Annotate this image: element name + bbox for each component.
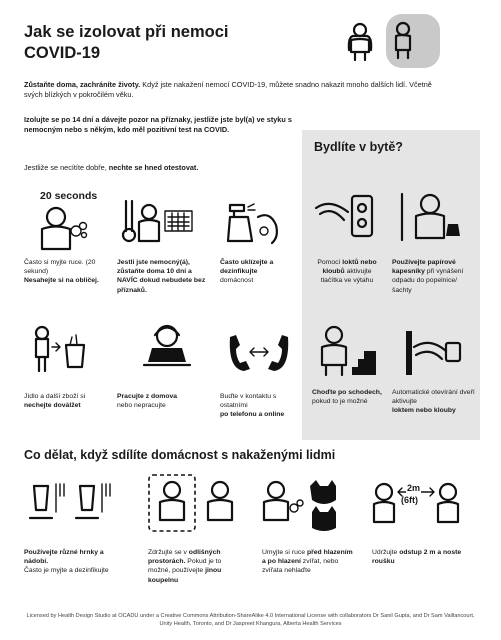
intro-paragraph-3 [24,163,304,173]
tip-elbow-text-a: Pomocí [317,259,341,266]
elevator-button-icon [312,190,376,245]
tip-elbow-text-c: aktivujte tlačítka ve výtahu [320,268,374,285]
tip-elbow [312,258,382,286]
page-title: Jak se izolovat při nemoci COVID-19 [24,23,229,62]
tip-distance-text: Udržujte [372,549,398,556]
person-icon [345,22,375,62]
tip-clean-text: domácnost [220,277,254,285]
trash-tissue-icon [396,190,464,245]
tip-groceries [24,392,109,410]
tip-groceries-bold: nechejte doválžet [24,402,81,410]
tip-contact-bold: po telefonu a online [220,411,285,419]
tip-elbow-bold: loktů nebo kloubů [322,259,377,276]
tip-contact [220,392,298,420]
tip-pets-text-c: zvířat, nebo zvířata nehlaďte [262,558,339,575]
tip-rooms-text-c: Pokud je to možné, používejte [148,558,222,575]
tip-pets-text-a: Umyjte si ruce [262,549,306,556]
tip-rooms-bold-d: jinou koupelnu [148,567,222,584]
tip-wash-text: Často si myjte ruce. (20 sekund) [24,259,96,276]
license-footer: Licensed by Health Design Studio at OCADU under a Creative Commons Attribution-ShareAlike 4.0 International License with collaborators Dr Sanil Gupta, and Dr Sam Vaillancourt, Unity Health, Toronto, and Dr Jaspreet Khangura, Alberta Health Services [26,613,475,627]
tip-dishes [24,548,112,576]
wash-pets-icon [258,478,348,538]
tip-dishes-text: Často je myjte a dezinfikujte [24,567,109,575]
tip-stairs-bold: Choďte po schodech, [312,389,382,396]
thermometer-sick-icon [118,195,198,250]
tip-clean-bold: Často uklízejte a dezinfikujte [220,259,274,276]
stairs-icon [318,325,378,380]
tip-distance-bold: odstup 2 m a noste roušku [372,549,462,566]
tip-door-bold: loktem nebo klouby [392,407,456,415]
sick-person-icon [386,14,440,68]
tip-groceries-text: Jídlo a další zboží si [24,393,86,400]
apartment-title: Bydlíte v bytě? [314,140,403,154]
tip-wash [24,258,104,286]
seconds-label: 20 seconds [40,190,98,202]
tip-work-bold: Pracujte z domova [117,393,178,400]
intro-text-3a: Jestliže se necítíte dobře, [24,163,107,172]
tip-pets [262,548,358,576]
tip-door-text: Automatické otevírání dveří aktivujte [392,389,475,406]
distance-meters: 2m [407,483,421,493]
handwashing-icon [28,205,98,253]
tip-stairs [312,388,382,406]
tip-rooms [148,548,236,585]
tip-pets-bold: před hlazením a po hlazení [262,549,353,566]
tip-work [117,392,207,410]
dishes-icon [30,478,120,528]
tip-distance [372,548,472,566]
tip-tissue [392,258,474,295]
separate-rooms-icon [148,474,238,534]
tip-dishes-bold: Používejte různé hrnky a nádobí. [24,549,104,566]
tip-contact-text: Buďte v kontaktu s ostatními [220,393,277,410]
tip-tissue-bold: Používejte papírové kapesníky [392,259,456,276]
intro-text-1: Když jste nakažení nemocí COVID-19, můžete snadno nakazit mnoho dalších lidí. Včetně svých blízkých v pokročilém věku. [24,80,432,99]
tip-stairs-text: pokud to je možné [312,398,368,406]
tip-rooms-text-a: Zdržujte se v [148,549,187,556]
household-title: Co dělat, když sdílíte domácnost s nakaženými lidmi [24,448,336,462]
intro-paragraph-2: Izolujte se po 14 dní a dávejte pozor na příznaky, jestliže jste byl(a) ve styku s nemocným nebo s někým, kdo měl pozitivní test na COVID. [24,115,292,134]
intro-bold-1: Zůstaňte doma, zachráníte životy. [24,80,141,89]
grocery-delivery-icon [32,325,92,380]
phone-contact-icon [224,333,294,373]
intro-bold-3b: nechte se hned otestovat. [108,163,199,172]
tip-work-text: nebo nepracujte [117,402,166,410]
tip-clean [220,258,298,286]
work-from-home-icon [140,322,195,377]
cleaning-spray-icon [224,195,286,250]
tip-sick: Jestli jste nemocný(á), zůstaňte doma 10 dní a NAVÍC dokud nebudete bez příznaků. [117,259,206,294]
automatic-door-icon [402,325,464,380]
tip-wash-bold: Nesahejte si na obličej. [24,277,99,285]
intro-paragraph-1 [24,80,444,100]
tip-tissue-text: při vynášení odpadu do popelnice/šachty [392,268,464,294]
tip-door [392,388,476,416]
distance-feet: (6ft) [401,495,418,505]
tip-rooms-bold-b: odlišných prostorách. [148,549,221,566]
